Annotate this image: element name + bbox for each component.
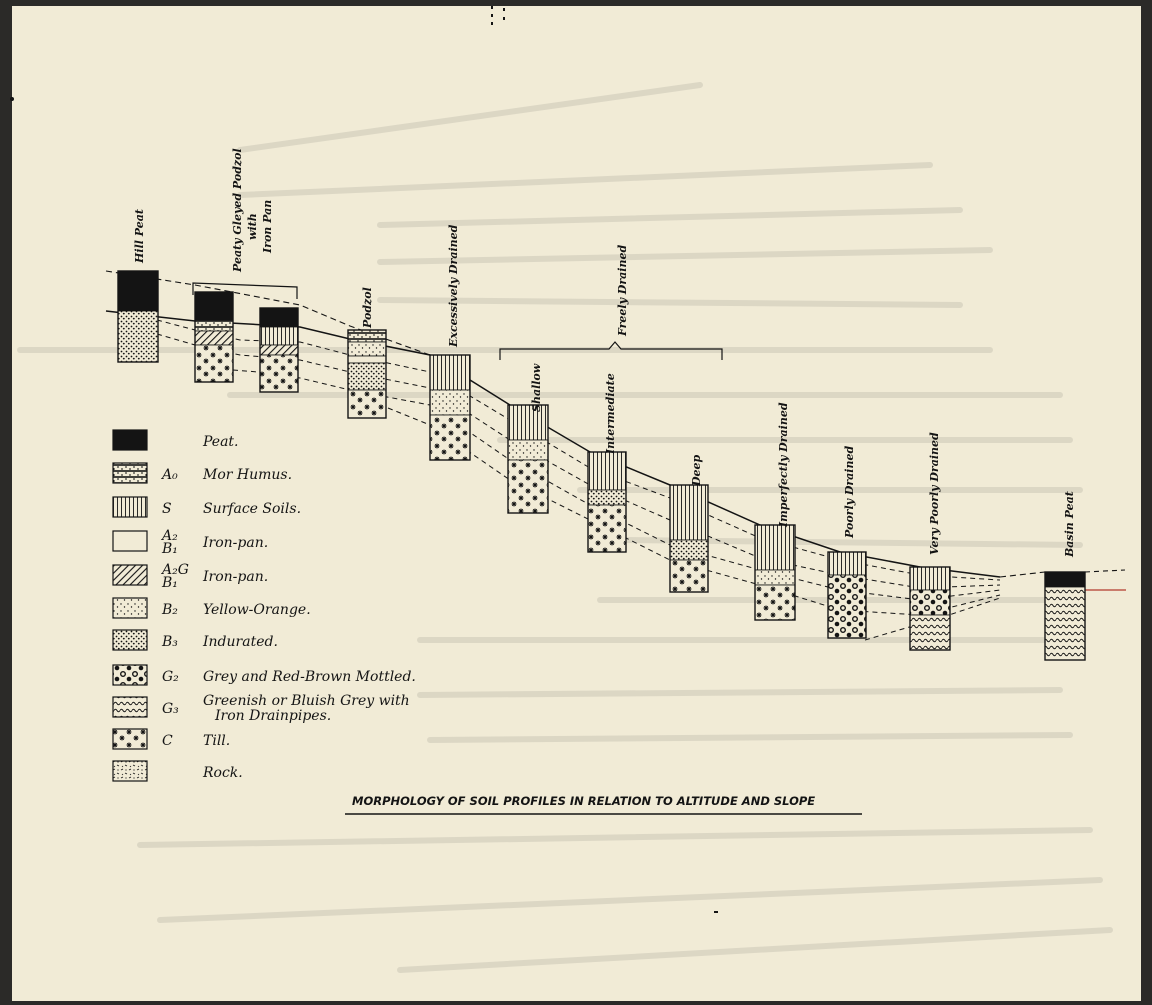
soil-column-very-poorly-drained [910, 567, 950, 650]
legend-swatch [113, 729, 147, 749]
legend-code-sub: B₁ [162, 541, 178, 557]
profile-label-excessively-drained: Excessively Drained [447, 224, 460, 347]
legend-item-g2 [113, 665, 416, 685]
legend-swatch [113, 497, 147, 517]
horizon-b2 [508, 440, 548, 460]
horizon-surface [828, 552, 866, 575]
legend-swatch [113, 531, 147, 551]
legend-swatch [113, 463, 147, 483]
legend-label: Rock. [203, 765, 243, 781]
soil-column-deep [670, 485, 708, 592]
horizon-surface [755, 525, 795, 570]
legend-label: Iron-pan. [203, 535, 269, 551]
profile-label-very-poorly-drained: Very Poorly Drained [928, 432, 941, 555]
soil-column-podzol [348, 330, 386, 418]
horizon-b2 [348, 342, 386, 356]
legend-label: Grey and Red-Brown Mottled. [203, 669, 416, 685]
horizon-g3 [1045, 587, 1085, 660]
soil-column-imperfectly-drained [755, 525, 795, 620]
legend-swatch [113, 630, 147, 650]
horizon-peat [1045, 572, 1085, 587]
profile-label-deep: Deep [690, 454, 703, 486]
horizon-mor [195, 320, 233, 331]
legend-item-rock [113, 761, 243, 781]
legend-label: Mor Humus. [203, 467, 293, 483]
legend-code: B₃ [162, 634, 178, 650]
legend-label: Peat. [203, 434, 239, 450]
horizon-surface [588, 452, 626, 490]
horizon-till [508, 460, 548, 513]
horizon-g3 [910, 615, 950, 650]
soil-column-hill-peat [118, 271, 158, 362]
horizon-surface [670, 485, 708, 540]
profile-label-peaty-gleyed-iron-pan: Iron Pan [261, 199, 274, 253]
legend-label: Till. [203, 733, 231, 749]
legend-code: B₂ [162, 602, 178, 618]
profile-label-imperfectly-drained: Imperfectly Drained [777, 402, 790, 527]
profile-label-podzol: Podzol [361, 287, 374, 328]
horizon-till [588, 505, 626, 552]
horizon-till [348, 390, 386, 418]
legend-code: C [162, 733, 173, 749]
horizon-g2 [910, 590, 950, 615]
horizon-surface [260, 327, 298, 345]
horizon-b2 [755, 570, 795, 585]
profile-label-hill-peat: Hill Peat [133, 209, 146, 263]
legend-item-peat [113, 430, 239, 450]
horizon-ironpan_hatch [195, 331, 233, 345]
legend-swatch [113, 697, 147, 717]
legend-label: Indurated. [203, 634, 278, 650]
profile-label-freely-drained: Freely Drained [616, 244, 629, 336]
soil-column-peaty-gleyed-2 [260, 308, 298, 392]
legend-item-b3 [113, 630, 278, 650]
horizon-peat [195, 292, 233, 320]
horizon-b3 [118, 311, 158, 362]
profile-label-peaty-gleyed-with: with [246, 213, 259, 240]
legend [113, 430, 416, 781]
horizon-b3 [670, 540, 708, 560]
legend-code: G₃ [162, 701, 179, 717]
horizon-till [430, 415, 470, 460]
soil-column-peaty-gleyed-1 [195, 292, 233, 382]
profile-label-basin-peat: Basin Peat [1063, 491, 1076, 557]
profile-label-intermediate: Intermediate [604, 373, 617, 454]
legend-swatch [113, 598, 147, 618]
legend-label: Surface Soils. [203, 501, 302, 517]
legend-item-b2 [113, 598, 311, 618]
horizon-b3 [588, 490, 626, 505]
legend-code: S [162, 501, 172, 517]
horizon-b2 [430, 390, 470, 415]
legend-label: Greenish or Bluish Grey with [203, 693, 410, 709]
legend-swatch [113, 761, 147, 781]
horizon-ironpan [348, 356, 386, 363]
soil-column-excessively-drained [430, 355, 470, 460]
horizon-g2 [828, 575, 866, 638]
legend-item-ironpan [113, 528, 268, 557]
profile-label-peaty-gleyed-podzol: Peaty Gleyed Podzol [231, 148, 244, 272]
horizon-surface [430, 355, 470, 390]
horizon-till [195, 345, 233, 382]
horizon-peat [118, 271, 158, 311]
legend-code: A₂ [162, 528, 178, 544]
horizon-mor [348, 330, 386, 342]
legend-code: A₂G [162, 562, 189, 578]
legend-label-line2: Iron Drainpipes. [215, 708, 332, 724]
horizon-ironpan_hatch [260, 345, 298, 355]
profile-label-poorly-drained: Poorly Drained [843, 445, 856, 538]
legend-item-ironpan_hatch [113, 562, 268, 591]
soil-column-poorly-drained [828, 552, 866, 638]
horizon-peat [260, 308, 298, 327]
ghost-typewriter-text [20, 85, 1110, 970]
soil-column-intermediate [588, 452, 626, 552]
legend-label: Iron-pan. [203, 569, 269, 585]
horizon-till [755, 585, 795, 620]
legend-swatch [113, 665, 147, 685]
diagram-caption: MORPHOLOGY OF SOIL PROFILES IN RELATION TO ALTITUDE AND SLOPE [352, 794, 816, 808]
legend-swatch [113, 565, 147, 585]
legend-code: A₀ [162, 467, 178, 483]
horizon-b3 [348, 363, 386, 390]
legend-swatch [113, 430, 147, 450]
legend-code: G₂ [162, 669, 179, 685]
legend-item-till [113, 729, 230, 749]
horizon-till [260, 355, 298, 392]
soil-column-basin-peat [1045, 572, 1085, 660]
legend-code-sub: B₁ [162, 575, 178, 591]
legend-label: Yellow-Orange. [203, 602, 311, 618]
legend-item-mor [113, 463, 292, 483]
legend-item-surface [113, 497, 301, 517]
soil-column-shallow [508, 405, 548, 513]
profile-label-shallow: Shallow [530, 363, 543, 412]
legend-item-g3 [113, 693, 410, 724]
horizon-till [670, 560, 708, 592]
horizon-surface [910, 567, 950, 590]
